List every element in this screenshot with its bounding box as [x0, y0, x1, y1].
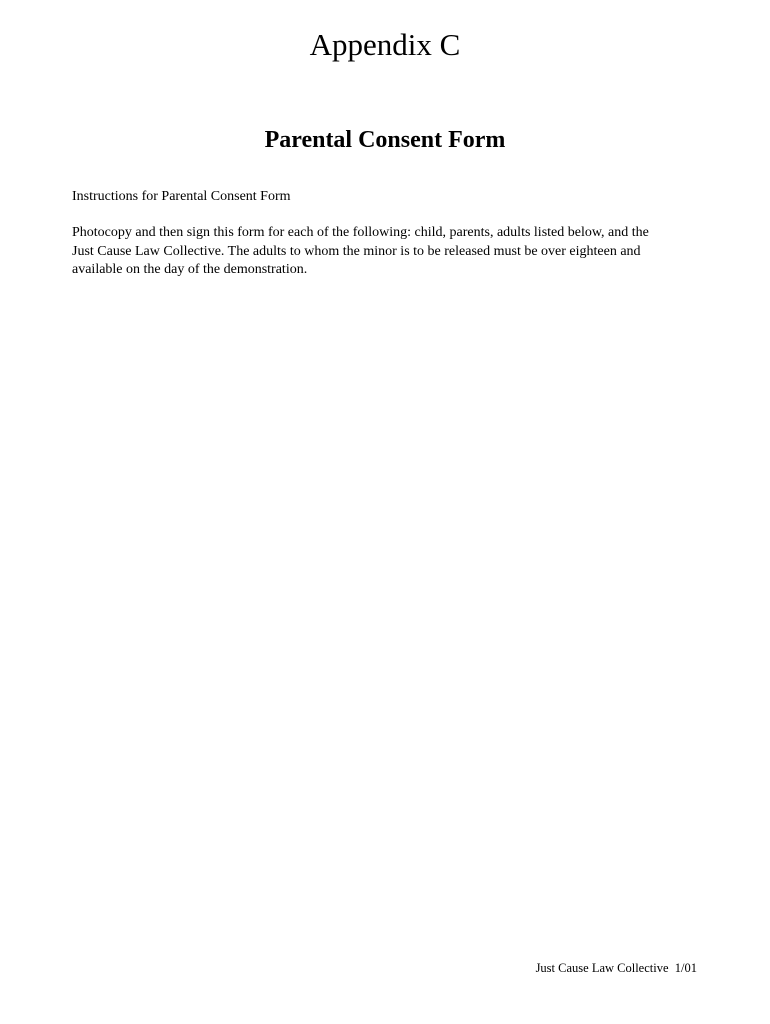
appendix-title: Appendix C	[309, 27, 461, 62]
page-footer: Just Cause Law Collective 1/01	[535, 961, 697, 975]
instructions-line: Photocopy and then sign this form for each of the following: child, parents, adults listed below, and the	[72, 225, 649, 240]
instructions-paragraph	[72, 224, 702, 280]
instructions-line: available on the day of the demonstration.	[72, 262, 308, 277]
instructions-line: Just Cause Law Collective. The adults to whom the minor is to be released must be over eighteen and	[72, 243, 641, 259]
form-title: Parental Consent Form	[264, 127, 506, 153]
instructions-heading: Instructions for Parental Consent Form	[72, 189, 291, 204]
